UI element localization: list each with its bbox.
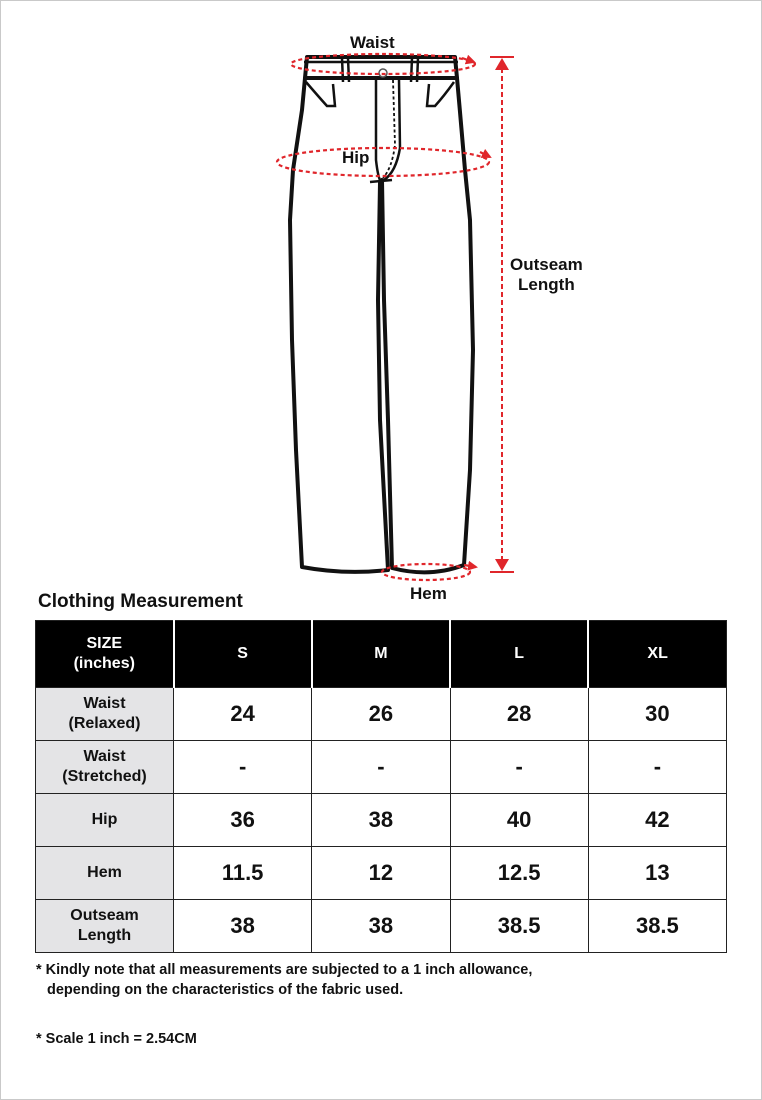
table-cell: - [312, 741, 450, 794]
table-cell: - [588, 741, 726, 794]
row-label: Hem [36, 847, 174, 900]
table-cell: 42 [588, 794, 726, 847]
table-cell: 28 [450, 688, 588, 741]
table-cell: 12.5 [450, 847, 588, 900]
allowance-note-line1: * Kindly note that all measurements are subjected to a 1 inch allowance, [36, 962, 533, 978]
table-cell: - [174, 741, 312, 794]
table-cell: 24 [174, 688, 312, 741]
hip-label: Hip [342, 148, 370, 167]
table-row [36, 847, 727, 900]
section-title: Clothing Measurement [38, 591, 243, 612]
size-col-l: L [450, 621, 588, 688]
table-row [36, 741, 727, 794]
size-col-xl: XL [588, 621, 726, 688]
table-row [36, 688, 727, 741]
scale-note: * Scale 1 inch = 2.54CM [36, 1031, 197, 1047]
allowance-note-line2: depending on the characteristics of the fabric used. [47, 982, 404, 998]
row-label: Outseam Length [36, 900, 174, 953]
table-cell: - [450, 741, 588, 794]
table-cell: 30 [588, 688, 726, 741]
outseam-length-label: Outseam Length [510, 255, 583, 294]
row-label: Hip [36, 794, 174, 847]
table-cell: 40 [450, 794, 588, 847]
table-row [36, 900, 727, 953]
waist-label: Waist [350, 33, 395, 52]
size-header: SIZE (inches) [36, 621, 174, 688]
table-cell: 38 [174, 900, 312, 953]
table-cell: 38 [312, 900, 450, 953]
allowance-note [36, 960, 532, 1000]
table-cell: 38.5 [450, 900, 588, 953]
table-cell: 11.5 [174, 847, 312, 900]
pants-outline [290, 57, 473, 572]
outseam-measure [490, 57, 514, 572]
row-label: Waist (Relaxed) [36, 688, 174, 741]
table-cell: 38.5 [588, 900, 726, 953]
table-header-row [36, 621, 727, 688]
row-label: Waist (Stretched) [36, 741, 174, 794]
table-row [36, 794, 727, 847]
size-table [35, 620, 727, 953]
size-col-m: M [312, 621, 450, 688]
table-cell: 38 [312, 794, 450, 847]
size-col-s: S [174, 621, 312, 688]
table-cell: 12 [312, 847, 450, 900]
table-cell: 36 [174, 794, 312, 847]
table-cell: 13 [588, 847, 726, 900]
table-cell: 26 [312, 688, 450, 741]
hem-label: Hem [410, 584, 447, 603]
